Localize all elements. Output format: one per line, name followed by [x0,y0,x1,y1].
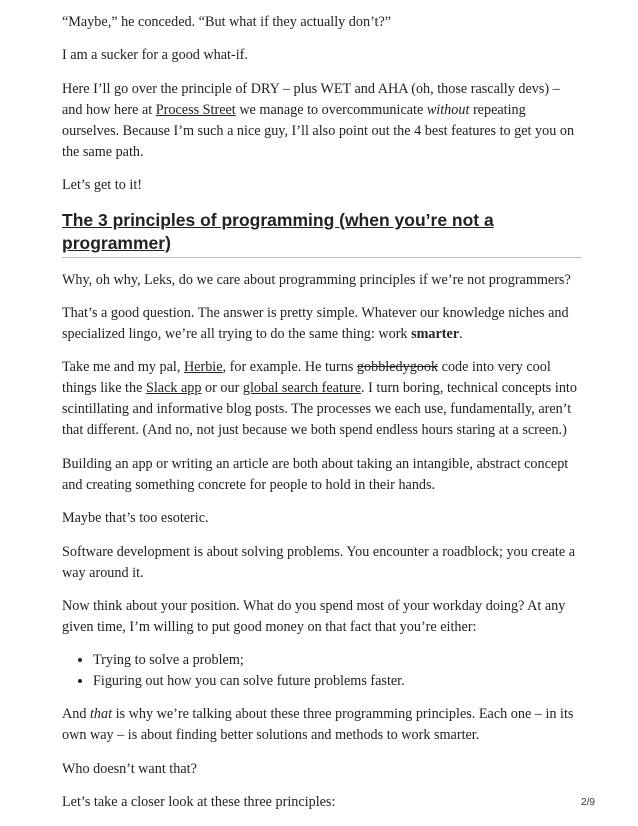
text-run: repeating ourselves. Because I’m such a nice guy, I’ll also point out the 4 best features to get you on the same path. [62,101,575,160]
body-paragraph [62,704,582,746]
emphasis-text: without [426,101,470,118]
text-run: That’s a good question. The answer is pretty simple. Whatever our knowledge niches and specialized lingo, we’re all trying to do the same thing: work [62,304,569,342]
body-paragraph: Why, oh why, Leks, do we care about programming principles if we’re not programmers? [62,271,571,288]
intro-paragraph: Let’s get to it! [62,177,142,194]
list-item: • Figuring out how you can solve future problems faster. [93,671,582,692]
body-paragraph [62,303,582,345]
text-run: Here I’ll go over the principle of DRY – plus WET and AHA (oh, those rascally devs) – and how here at [62,80,560,118]
text-run: Take me and my pal, [62,359,184,376]
body-paragraph: Who doesn’t want that? [62,760,197,777]
text-run: or our [201,380,243,397]
emphasis-text: that [89,706,113,723]
herbie-link[interactable]: Herbie [183,359,223,376]
body-paragraph: Building an app or writing an article are both about taking an intangible, abstract concept and creating something concrete for people to hold in their hands. [62,455,569,493]
text-run: . [459,325,463,342]
text-run: And [62,706,90,723]
section-heading [62,209,582,258]
strikethrough-text: gobbledygook [356,359,439,376]
intro-paragraph: I am a sucker for a good what-if. [62,47,248,64]
body-paragraph: Maybe that’s too esoteric. [62,510,209,527]
bullet-list [62,650,582,692]
article-body [62,12,582,825]
text-run: . I turn boring, technical concepts into scintillating and informative blog posts. The processes we each use, fundamentally, aren’t that different. (And no, not just because we both spend endless hours staring at a screen.) [62,380,577,439]
strong-text: smarter [411,325,460,342]
list-item: • Trying to solve a problem; [93,650,582,671]
section-heading-link[interactable]: The 3 principles of programming (when you’re not a programmer) [62,209,494,253]
global-search-feature-link[interactable]: global search feature [242,380,362,397]
text-run: code into very cool things like the [62,359,551,397]
body-paragraph: Now think about your position. What do you spend most of your workday doing? At any given time, I’m willing to put good money on that fact that you’re either: [62,597,566,635]
intro-paragraph [62,79,582,163]
text-run: , for example. He turns [222,359,357,376]
body-paragraph [62,357,582,441]
body-paragraph: Software development is about solving problems. You encounter a roadblock; you create a way around it. [62,543,575,581]
text-run: we manage to overcommunicate [235,101,427,118]
text-run: is why we’re talking about these three programming principles. Each one – in its own way – is about finding better solutions and methods to work smarter. [62,706,574,744]
body-paragraph: Let’s take a closer look at these three principles: [62,794,336,811]
slack-app-link[interactable]: Slack app [145,380,202,397]
intro-paragraph: “Maybe,” he conceded. “But what if they actually don’t?” [62,14,392,30]
page-number: 2/9 [581,797,595,808]
process-street-link[interactable]: Process Street [155,101,236,118]
